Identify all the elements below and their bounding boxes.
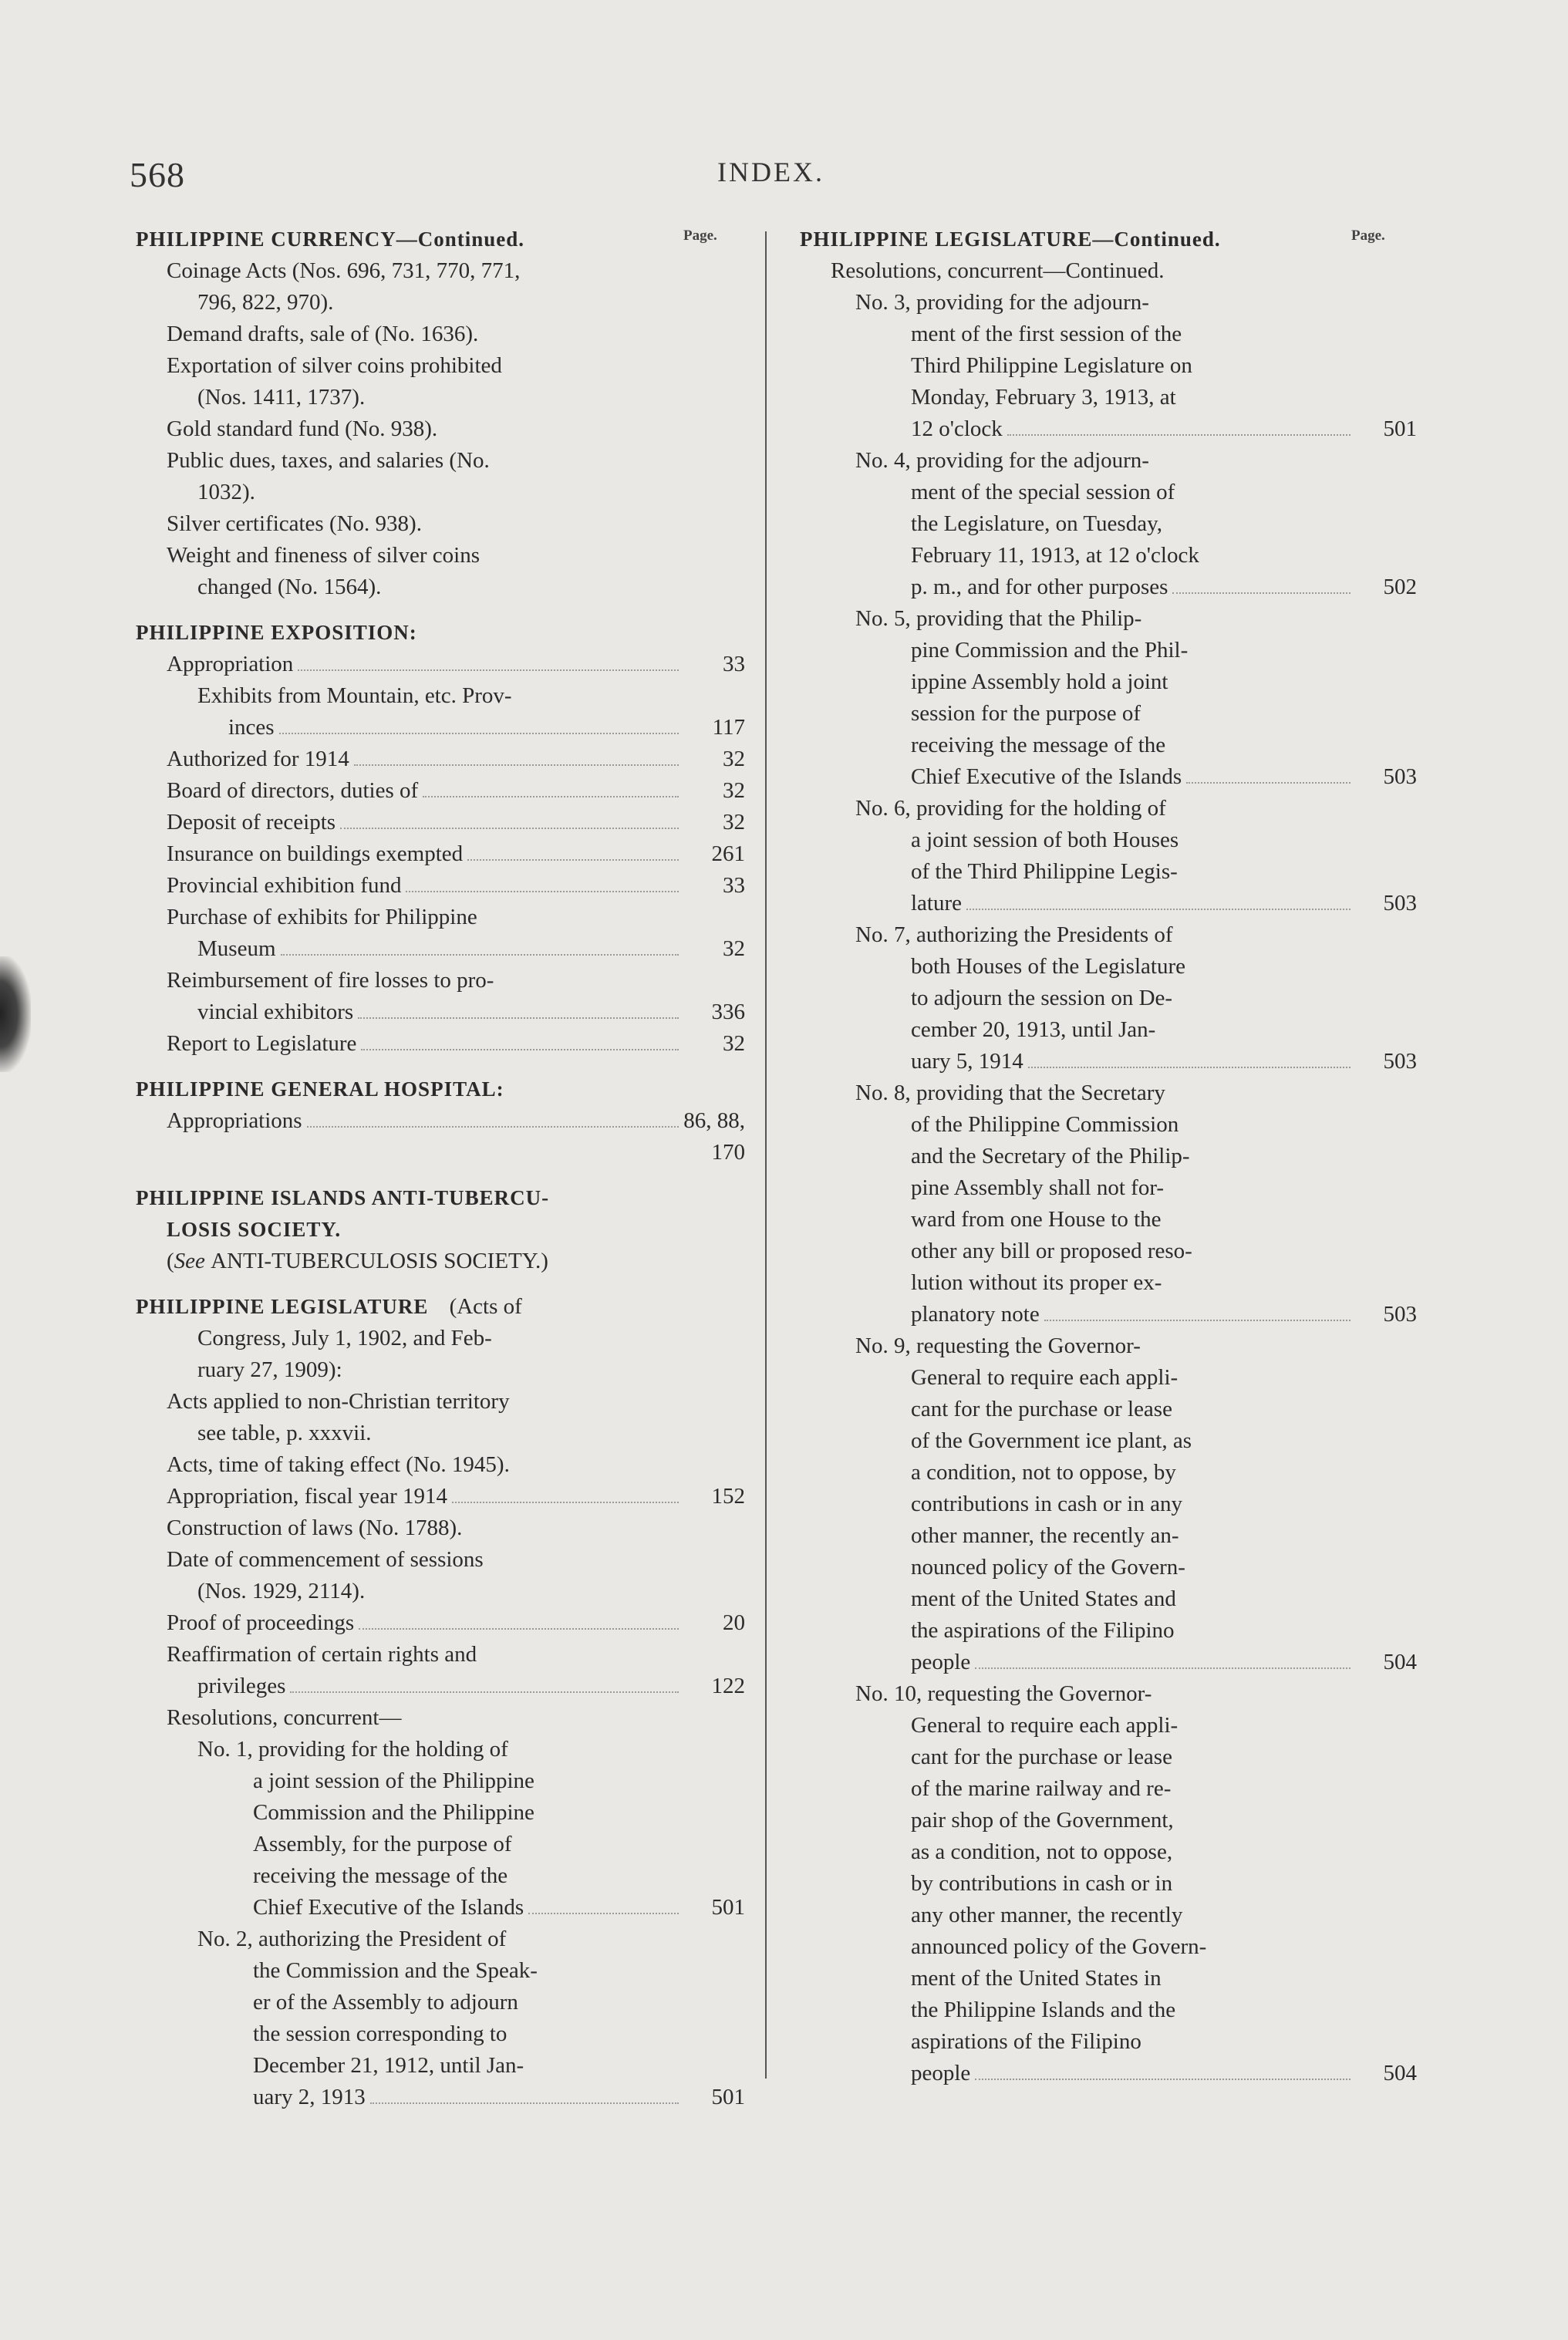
entry-text: Commission and the Philippine: [253, 1800, 534, 1825]
index-entry: [800, 1236, 1417, 1267]
entry-text: as a condition, not to oppose,: [911, 1839, 1173, 1864]
entry-text: Third Philippine Legislature on: [911, 353, 1192, 378]
index-entry: [136, 382, 745, 413]
page-column-label: Page.: [683, 228, 717, 244]
entry-text: of the marine railway and re-: [911, 1776, 1172, 1801]
page-reference: 33: [723, 652, 745, 676]
entry-text: General to require each appli-: [911, 1713, 1179, 1738]
entry-text: Gold standard fund (No. 938).: [167, 416, 438, 441]
entry-text: the Philippine Islands and the: [911, 1998, 1176, 2022]
index-entry: [800, 856, 1417, 888]
index-entry: [136, 1028, 745, 1060]
index-entry: [136, 1671, 745, 1702]
index-entry: [136, 1246, 745, 1277]
leader-dots: [358, 1017, 679, 1019]
index-heading-note: (Acts of: [443, 1294, 522, 1319]
entry-text: uary 2, 1913: [253, 2085, 366, 2109]
see-target: ANTI-TUBERCULOSIS SOCIETY.): [211, 1249, 548, 1273]
entry-text: Proof of proceedings: [167, 1610, 355, 1635]
page-reference: 33: [723, 873, 745, 898]
right-column: [800, 224, 1417, 2089]
entry-text: er of the Assembly to adjourn: [253, 1990, 518, 2015]
page-reference: 336: [711, 1000, 745, 1024]
entry-text: other any bill or proposed reso-: [911, 1239, 1192, 1263]
entry-text: No. 4, providing for the adjourn-: [855, 448, 1149, 473]
leader-dots: [279, 733, 679, 734]
index-entry: [136, 807, 745, 838]
index-entry: [800, 224, 1417, 255]
page-reference: 503: [1383, 764, 1417, 789]
index-entry: [800, 603, 1417, 635]
index-entry: [136, 996, 745, 1028]
index-entry: [136, 1291, 745, 1323]
leader-dots: [406, 891, 679, 892]
entry-text: (Nos. 1411, 1737).: [197, 385, 366, 410]
entry-text: a condition, not to oppose, by: [911, 1460, 1176, 1485]
index-entry: [136, 1987, 745, 2018]
index-entry: [136, 255, 745, 287]
index-entry: [800, 1931, 1417, 1963]
entry-text: to adjourn the session on De-: [911, 986, 1173, 1010]
index-entry: [136, 319, 745, 350]
index-entry: [800, 983, 1417, 1014]
index-heading: PHILIPPINE LEGISLATURE: [136, 1295, 429, 1318]
column-divider: [765, 231, 767, 2079]
index-entry: [136, 1105, 745, 1168]
index-entry: [136, 1214, 745, 1246]
entry-text: planatory note: [911, 1302, 1040, 1327]
index-entry: [800, 1172, 1417, 1204]
index-entry: [800, 1425, 1417, 1457]
index-entry: [800, 698, 1417, 730]
entry-text: Appropriations: [167, 1108, 302, 1133]
entry-text: both Houses of the Legislature: [911, 954, 1185, 979]
entry-text: nounced policy of the Govern-: [911, 1555, 1185, 1580]
entry-text: No. 7, authorizing the Presidents of: [855, 922, 1173, 947]
index-entry: [800, 1994, 1417, 2026]
page-reference: 152: [711, 1484, 745, 1509]
page-reference: 117: [712, 715, 745, 740]
see-word: See: [174, 1249, 205, 1273]
index-entry: [136, 445, 745, 477]
entry-text: by contributions in cash or in: [911, 1871, 1173, 1896]
page-reference: 32: [723, 1031, 745, 1056]
leader-dots: [307, 1126, 679, 1128]
entry-text: Exportation of silver coins prohibited: [167, 353, 502, 378]
page-column-label: Page.: [1351, 228, 1385, 244]
index-entry: [800, 635, 1417, 666]
entry-text: Chief Executive of the Islands: [911, 764, 1182, 789]
index-entry: [136, 1323, 745, 1354]
entry-text: a joint session of both Houses: [911, 828, 1179, 852]
index-entry: [136, 617, 745, 649]
entry-text: Reaffirmation of certain rights and: [167, 1642, 477, 1667]
index-entry: [800, 1457, 1417, 1489]
index-heading-line: [136, 1291, 745, 1323]
entry-text: lution without its proper ex-: [911, 1270, 1162, 1295]
entry-text: ruary 27, 1909):: [197, 1357, 342, 1382]
index-entry: [800, 1805, 1417, 1836]
index-entry: [800, 730, 1417, 761]
index-heading: PHILIPPINE CURRENCY—Continued.: [136, 228, 525, 251]
page-reference: 503: [1383, 1302, 1417, 1327]
leader-dots: [359, 1628, 679, 1630]
index-entry: [136, 649, 745, 680]
leader-dots: [975, 2079, 1351, 2080]
index-entry: [800, 793, 1417, 824]
entry-text: p. m., and for other purposes: [911, 575, 1168, 599]
index-entry: [800, 1963, 1417, 1994]
index-entry: [136, 1576, 745, 1607]
leader-dots: [1007, 434, 1351, 436]
index-entry: [136, 1354, 745, 1386]
entry-text: Demand drafts, sale of (No. 1636).: [167, 322, 479, 346]
index-entry: [800, 255, 1417, 287]
index-entry: [800, 666, 1417, 698]
entry-text: 12 o'clock: [911, 416, 1003, 441]
entry-text: people: [911, 2061, 971, 2085]
entry-text: lature: [911, 891, 963, 915]
index-entry: [800, 761, 1417, 793]
index-entry: [800, 540, 1417, 572]
index-entry: [800, 951, 1417, 983]
index-entry: [136, 1702, 745, 1734]
entry-text: Silver certificates (No. 938).: [167, 511, 422, 536]
index-entry: [800, 2026, 1417, 2058]
entry-text: 1032).: [197, 480, 255, 504]
entry-text: any other manner, the recently: [911, 1903, 1183, 1927]
leader-dots: [1044, 1320, 1351, 1321]
entry-text: Public dues, taxes, and salaries (No.: [167, 448, 490, 473]
page-reference: 501: [711, 1895, 745, 1920]
page-reference: 503: [1383, 1049, 1417, 1074]
index-entry: [136, 572, 745, 603]
index-entry: [136, 2082, 745, 2113]
entry-text: Appropriation: [167, 652, 294, 676]
index-entry: [800, 2058, 1417, 2089]
entry-text: Date of commencement of sessions: [167, 1547, 484, 1572]
index-entry: [136, 1449, 745, 1481]
index-entry: [136, 838, 745, 870]
leader-dots: [1028, 1067, 1351, 1068]
index-entry: [800, 1077, 1417, 1109]
see-reference: (See ANTI-TUBERCULOSIS SOCIETY.): [167, 1249, 548, 1273]
entry-text: ment of the first session of the: [911, 322, 1182, 346]
index-entry: [136, 1607, 745, 1639]
entry-text: Board of directors, duties of: [167, 778, 419, 803]
page-reference: 504: [1383, 1650, 1417, 1674]
index-entry: [136, 1386, 745, 1418]
index-entry: [800, 1900, 1417, 1931]
index-entry: [136, 287, 745, 319]
entry-text: aspirations of the Filipino: [911, 2029, 1141, 2054]
index-entry: [136, 1924, 745, 1955]
index-entry: [800, 1014, 1417, 1046]
index-entry: [800, 1299, 1417, 1330]
index-entry: [800, 1141, 1417, 1172]
page-number: 568: [130, 155, 185, 194]
index-entry: [800, 445, 1417, 477]
entry-text: Authorized for 1914: [167, 747, 349, 771]
entry-text: Insurance on buildings exempted: [167, 841, 464, 866]
page-reference: 32: [723, 747, 745, 771]
leader-dots: [354, 764, 679, 766]
index-entry: [136, 1639, 745, 1671]
entry-text: Resolutions, concurrent—Continued.: [831, 258, 1165, 283]
leader-dots: [281, 954, 679, 956]
index-entry: [800, 1615, 1417, 1647]
entry-text: inces: [228, 715, 275, 740]
entry-text: Chief Executive of the Islands: [253, 1895, 524, 1920]
index-entry: [136, 1074, 745, 1105]
page-reference: 86, 88, 170: [683, 1108, 745, 1165]
entry-text: pine Commission and the Phil-: [911, 638, 1189, 663]
index-entry: [136, 1544, 745, 1576]
entry-text: and the Secretary of the Philip-: [911, 1144, 1190, 1168]
index-entry: [136, 775, 745, 807]
index-entry: [136, 870, 745, 902]
entry-text: No. 6, providing for the holding of: [855, 796, 1166, 821]
index-entry: [136, 350, 745, 382]
left-index-entries: [136, 224, 745, 2113]
entry-text: Coinage Acts (Nos. 696, 731, 770, 771,: [167, 258, 521, 283]
index-heading: PHILIPPINE EXPOSITION:: [136, 621, 417, 644]
index-entry: [800, 287, 1417, 319]
index-entry: [800, 1046, 1417, 1077]
index-entry: [800, 919, 1417, 951]
entry-text: ment of the United States in: [911, 1966, 1162, 1991]
index-entry: [136, 1512, 745, 1544]
entry-text: vincial exhibitors: [197, 1000, 354, 1024]
index-entry: [800, 1267, 1417, 1299]
index-entry: [800, 1362, 1417, 1394]
page-reference: 504: [1383, 2061, 1417, 2085]
index-entry: [800, 1394, 1417, 1425]
entry-text: the session corresponding to: [253, 2021, 507, 2046]
index-entry: [800, 477, 1417, 508]
entry-text: other manner, the recently an-: [911, 1523, 1179, 1548]
entry-text: February 11, 1913, at 12 o'clock: [911, 543, 1199, 568]
index-entry: [800, 1330, 1417, 1362]
index-entry: [800, 1552, 1417, 1583]
entry-text: Appropriation, fiscal year 1914: [167, 1484, 448, 1509]
leader-dots: [1186, 782, 1351, 784]
index-entry: [136, 1765, 745, 1797]
entry-text: No. 3, providing for the adjourn-: [855, 290, 1149, 315]
entry-text: No. 1, providing for the holding of: [197, 1737, 508, 1762]
entry-text: the Legislature, on Tuesday,: [911, 511, 1162, 536]
index-entry: [800, 1868, 1417, 1900]
right-index-entries: [800, 224, 1417, 2089]
index-heading: LOSIS SOCIETY.: [167, 1218, 342, 1241]
index-entry: [136, 540, 745, 572]
index-entry: [800, 382, 1417, 413]
entry-text: Acts applied to non-Christian territory: [167, 1389, 510, 1414]
entry-text: cant for the purchase or lease: [911, 1745, 1172, 1769]
entry-text: of the Government ice plant, as: [911, 1428, 1192, 1453]
entry-text: Exhibits from Mountain, etc. Prov-: [197, 683, 512, 708]
entry-text: General to require each appli-: [911, 1365, 1179, 1390]
entry-text: people: [911, 1650, 971, 1674]
entry-text: (Nos. 1929, 2114).: [197, 1579, 366, 1603]
entry-text: ment of the special session of: [911, 480, 1175, 504]
entry-text: the Commission and the Speak-: [253, 1958, 538, 1983]
index-entry: [136, 1892, 745, 1924]
leader-dots: [1172, 592, 1351, 594]
index-entry: [136, 712, 745, 743]
entry-text: privileges: [197, 1674, 286, 1698]
leader-dots: [370, 2102, 679, 2104]
entry-text: cember 20, 1913, until Jan-: [911, 1017, 1156, 1042]
page-reference: 32: [723, 936, 745, 961]
entry-text: Construction of laws (No. 1788).: [167, 1516, 463, 1540]
index-entry: [800, 1836, 1417, 1868]
index-entry: [800, 1489, 1417, 1520]
index-entry: [800, 1773, 1417, 1805]
index-entry: [136, 1955, 745, 1987]
entry-text: of the Philippine Commission: [911, 1112, 1179, 1137]
entry-text: Resolutions, concurrent—: [167, 1705, 402, 1730]
index-entry: [800, 1583, 1417, 1615]
page-reference: 122: [711, 1674, 745, 1698]
entry-text: receiving the message of the: [253, 1863, 508, 1888]
entry-text: Deposit of receipts: [167, 810, 336, 835]
scan-smudge: [0, 956, 31, 1072]
index-entry: [136, 933, 745, 965]
index-entry: [800, 888, 1417, 919]
leader-dots: [975, 1667, 1351, 1669]
entry-text: receiving the message of the: [911, 733, 1166, 757]
leader-dots: [528, 1913, 679, 1914]
leader-dots: [340, 828, 679, 829]
entry-text: Purchase of exhibits for Philippine: [167, 905, 477, 929]
entry-text: No. 2, authorizing the President of: [197, 1927, 507, 1951]
entry-text: No. 8, providing that the Secretary: [855, 1081, 1165, 1105]
index-entry: [136, 965, 745, 996]
index-entry: [136, 1418, 745, 1449]
index-entry: [136, 1829, 745, 1860]
entry-text: Reimbursement of fire losses to pro-: [167, 968, 494, 993]
index-entry: [800, 1678, 1417, 1710]
index-entry: [136, 902, 745, 933]
entry-text: uary 5, 1914: [911, 1049, 1023, 1074]
index-entry: [800, 1204, 1417, 1236]
entry-text: ward from one House to the: [911, 1207, 1162, 1232]
entry-text: announced policy of the Govern-: [911, 1934, 1207, 1959]
leader-dots: [361, 1049, 679, 1050]
entry-text: Monday, February 3, 1913, at: [911, 385, 1176, 410]
index-entry: [800, 413, 1417, 445]
entry-text: ippine Assembly hold a joint: [911, 669, 1168, 694]
leader-dots: [467, 859, 679, 861]
index-entry: [136, 413, 745, 445]
entry-text: No. 10, requesting the Governor-: [855, 1681, 1152, 1706]
index-entry: [800, 824, 1417, 856]
index-entry: [136, 1734, 745, 1765]
entry-text: session for the purpose of: [911, 701, 1141, 726]
entry-text: of the Third Philippine Legis-: [911, 859, 1178, 884]
index-entry: [136, 224, 745, 255]
index-entry: [136, 1797, 745, 1829]
index-heading: PHILIPPINE GENERAL HOSPITAL:: [136, 1077, 504, 1101]
index-entry: [136, 508, 745, 540]
index-entry: [800, 350, 1417, 382]
leader-dots: [423, 796, 679, 797]
running-head: INDEX.: [717, 157, 824, 187]
index-entry: [136, 680, 745, 712]
index-entry: [800, 1710, 1417, 1742]
leader-dots: [290, 1691, 679, 1693]
entry-text: the aspirations of the Filipino: [911, 1618, 1175, 1643]
index-entry: [800, 508, 1417, 540]
index-entry: [136, 743, 745, 775]
entry-text: 796, 822, 970).: [197, 290, 334, 315]
index-entry: [136, 2018, 745, 2050]
entry-text: December 21, 1912, until Jan-: [253, 2053, 524, 2078]
entry-text: Congress, July 1, 1902, and Feb-: [197, 1326, 492, 1350]
leader-dots: [298, 669, 679, 671]
index-entry: [136, 1182, 745, 1214]
page-reference: 32: [723, 810, 745, 835]
index-entry: [136, 2050, 745, 2082]
index-entry: [800, 1520, 1417, 1552]
entry-text: changed (No. 1564).: [197, 575, 382, 599]
index-entry: [800, 1742, 1417, 1773]
entry-text: see table, p. xxxvii.: [197, 1421, 372, 1445]
entry-text: Museum: [197, 936, 276, 961]
page-reference: 32: [723, 778, 745, 803]
left-column: [136, 224, 745, 2113]
index-entry: [800, 1109, 1417, 1141]
index-entry: [136, 1860, 745, 1892]
entry-text: a joint session of the Philippine: [253, 1768, 534, 1793]
entry-text: pine Assembly shall not for-: [911, 1175, 1165, 1200]
entry-text: contributions in cash or in any: [911, 1492, 1182, 1516]
index-heading: PHILIPPINE ISLANDS ANTI-TUBERCU-: [136, 1186, 550, 1209]
entry-text: Weight and fineness of silver coins: [167, 543, 480, 568]
index-entry: [800, 572, 1417, 603]
entry-text: No. 9, requesting the Governor-: [855, 1334, 1141, 1358]
entry-text: Provincial exhibition fund: [167, 873, 402, 898]
entry-text: ment of the United States and: [911, 1586, 1176, 1611]
page-reference: 501: [711, 2085, 745, 2109]
entry-text: cant for the purchase or lease: [911, 1397, 1172, 1421]
index-entry: [800, 319, 1417, 350]
page-reference: 503: [1383, 891, 1417, 915]
index-entry: [136, 477, 745, 508]
entry-text: Acts, time of taking effect (No. 1945).: [167, 1452, 510, 1477]
leader-dots: [966, 909, 1351, 910]
page-reference: 20: [723, 1610, 745, 1635]
page-reference: 502: [1383, 575, 1417, 599]
entry-text: Assembly, for the purpose of: [253, 1832, 512, 1856]
leader-dots: [452, 1502, 679, 1503]
index-heading: PHILIPPINE LEGISLATURE—Continued.: [800, 228, 1221, 251]
page-reference: 501: [1383, 416, 1417, 441]
index-entry: [800, 1647, 1417, 1678]
entry-text: No. 5, providing that the Philip-: [855, 606, 1142, 631]
entry-text: Report to Legislature: [167, 1031, 357, 1056]
page-reference: 261: [711, 841, 745, 866]
index-entry: [136, 1481, 745, 1512]
entry-text: pair shop of the Government,: [911, 1808, 1174, 1833]
